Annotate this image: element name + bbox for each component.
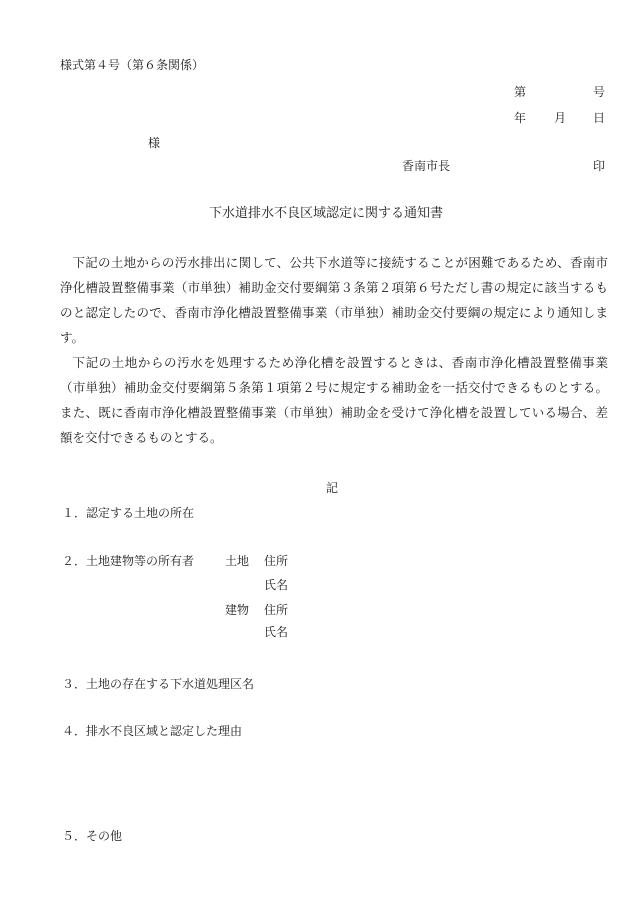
seal-mark: 印 <box>593 159 606 173</box>
form-number: 様式第４号（第６条関係） <box>60 58 205 72</box>
item-2-building: 建物 <box>225 603 250 617</box>
ki-heading: 記 <box>326 481 339 495</box>
building-name-label: 氏名 <box>264 625 289 639</box>
page-title: 下水道排水不良区域認定に関する通知書 <box>209 206 444 221</box>
item-1: １．認定する土地の所在 <box>62 506 195 520</box>
land-name-label: 氏名 <box>264 578 289 592</box>
recipient-suffix: 様 <box>148 136 161 150</box>
date-month: 月 <box>554 111 567 125</box>
date-day: 日 <box>593 111 606 125</box>
doc-number-suffix: 号 <box>593 85 606 99</box>
item-5: ５．その他 <box>62 829 123 843</box>
issuer: 香南市長 <box>402 159 451 173</box>
item-4: ４．排水不良区域と認定した理由 <box>62 724 243 738</box>
item-2: ２．土地建物等の所有者 <box>62 554 195 568</box>
body-paragraph-2: 下記の土地からの汚水を処理するため浄化槽を設置するときは、香南市浄化槽設置整備事業（市単独）補助金交付要綱第５条第１項第２号に規定する補助金を一括交付できるものとする。また、既に香南市浄化槽設置整備事業（市単独）補助金を受けて浄化槽を設置している場合、差額を交付できるものとする。 <box>60 355 608 445</box>
body-text <box>60 250 608 450</box>
item-2-land: 土地 <box>225 554 250 568</box>
building-address-label: 住所 <box>264 603 289 617</box>
date-year: 年 <box>514 111 527 125</box>
land-address-label: 住所 <box>264 554 289 568</box>
item-3: ３．土地の存在する下水道処理区名 <box>62 677 255 691</box>
body-paragraph-1: 下記の土地からの汚水排出に関して、公共下水道等に接続することが困難であるため、香南市浄化槽設置整備事業（市単独）補助金交付要綱第３条第２項第６号ただし書の規定に該当するものと認定したので、香南市浄化槽設置整備事業（市単独）補助金交付要綱の規定により通知します。 <box>60 255 608 345</box>
doc-number-label: 第 <box>514 85 527 99</box>
